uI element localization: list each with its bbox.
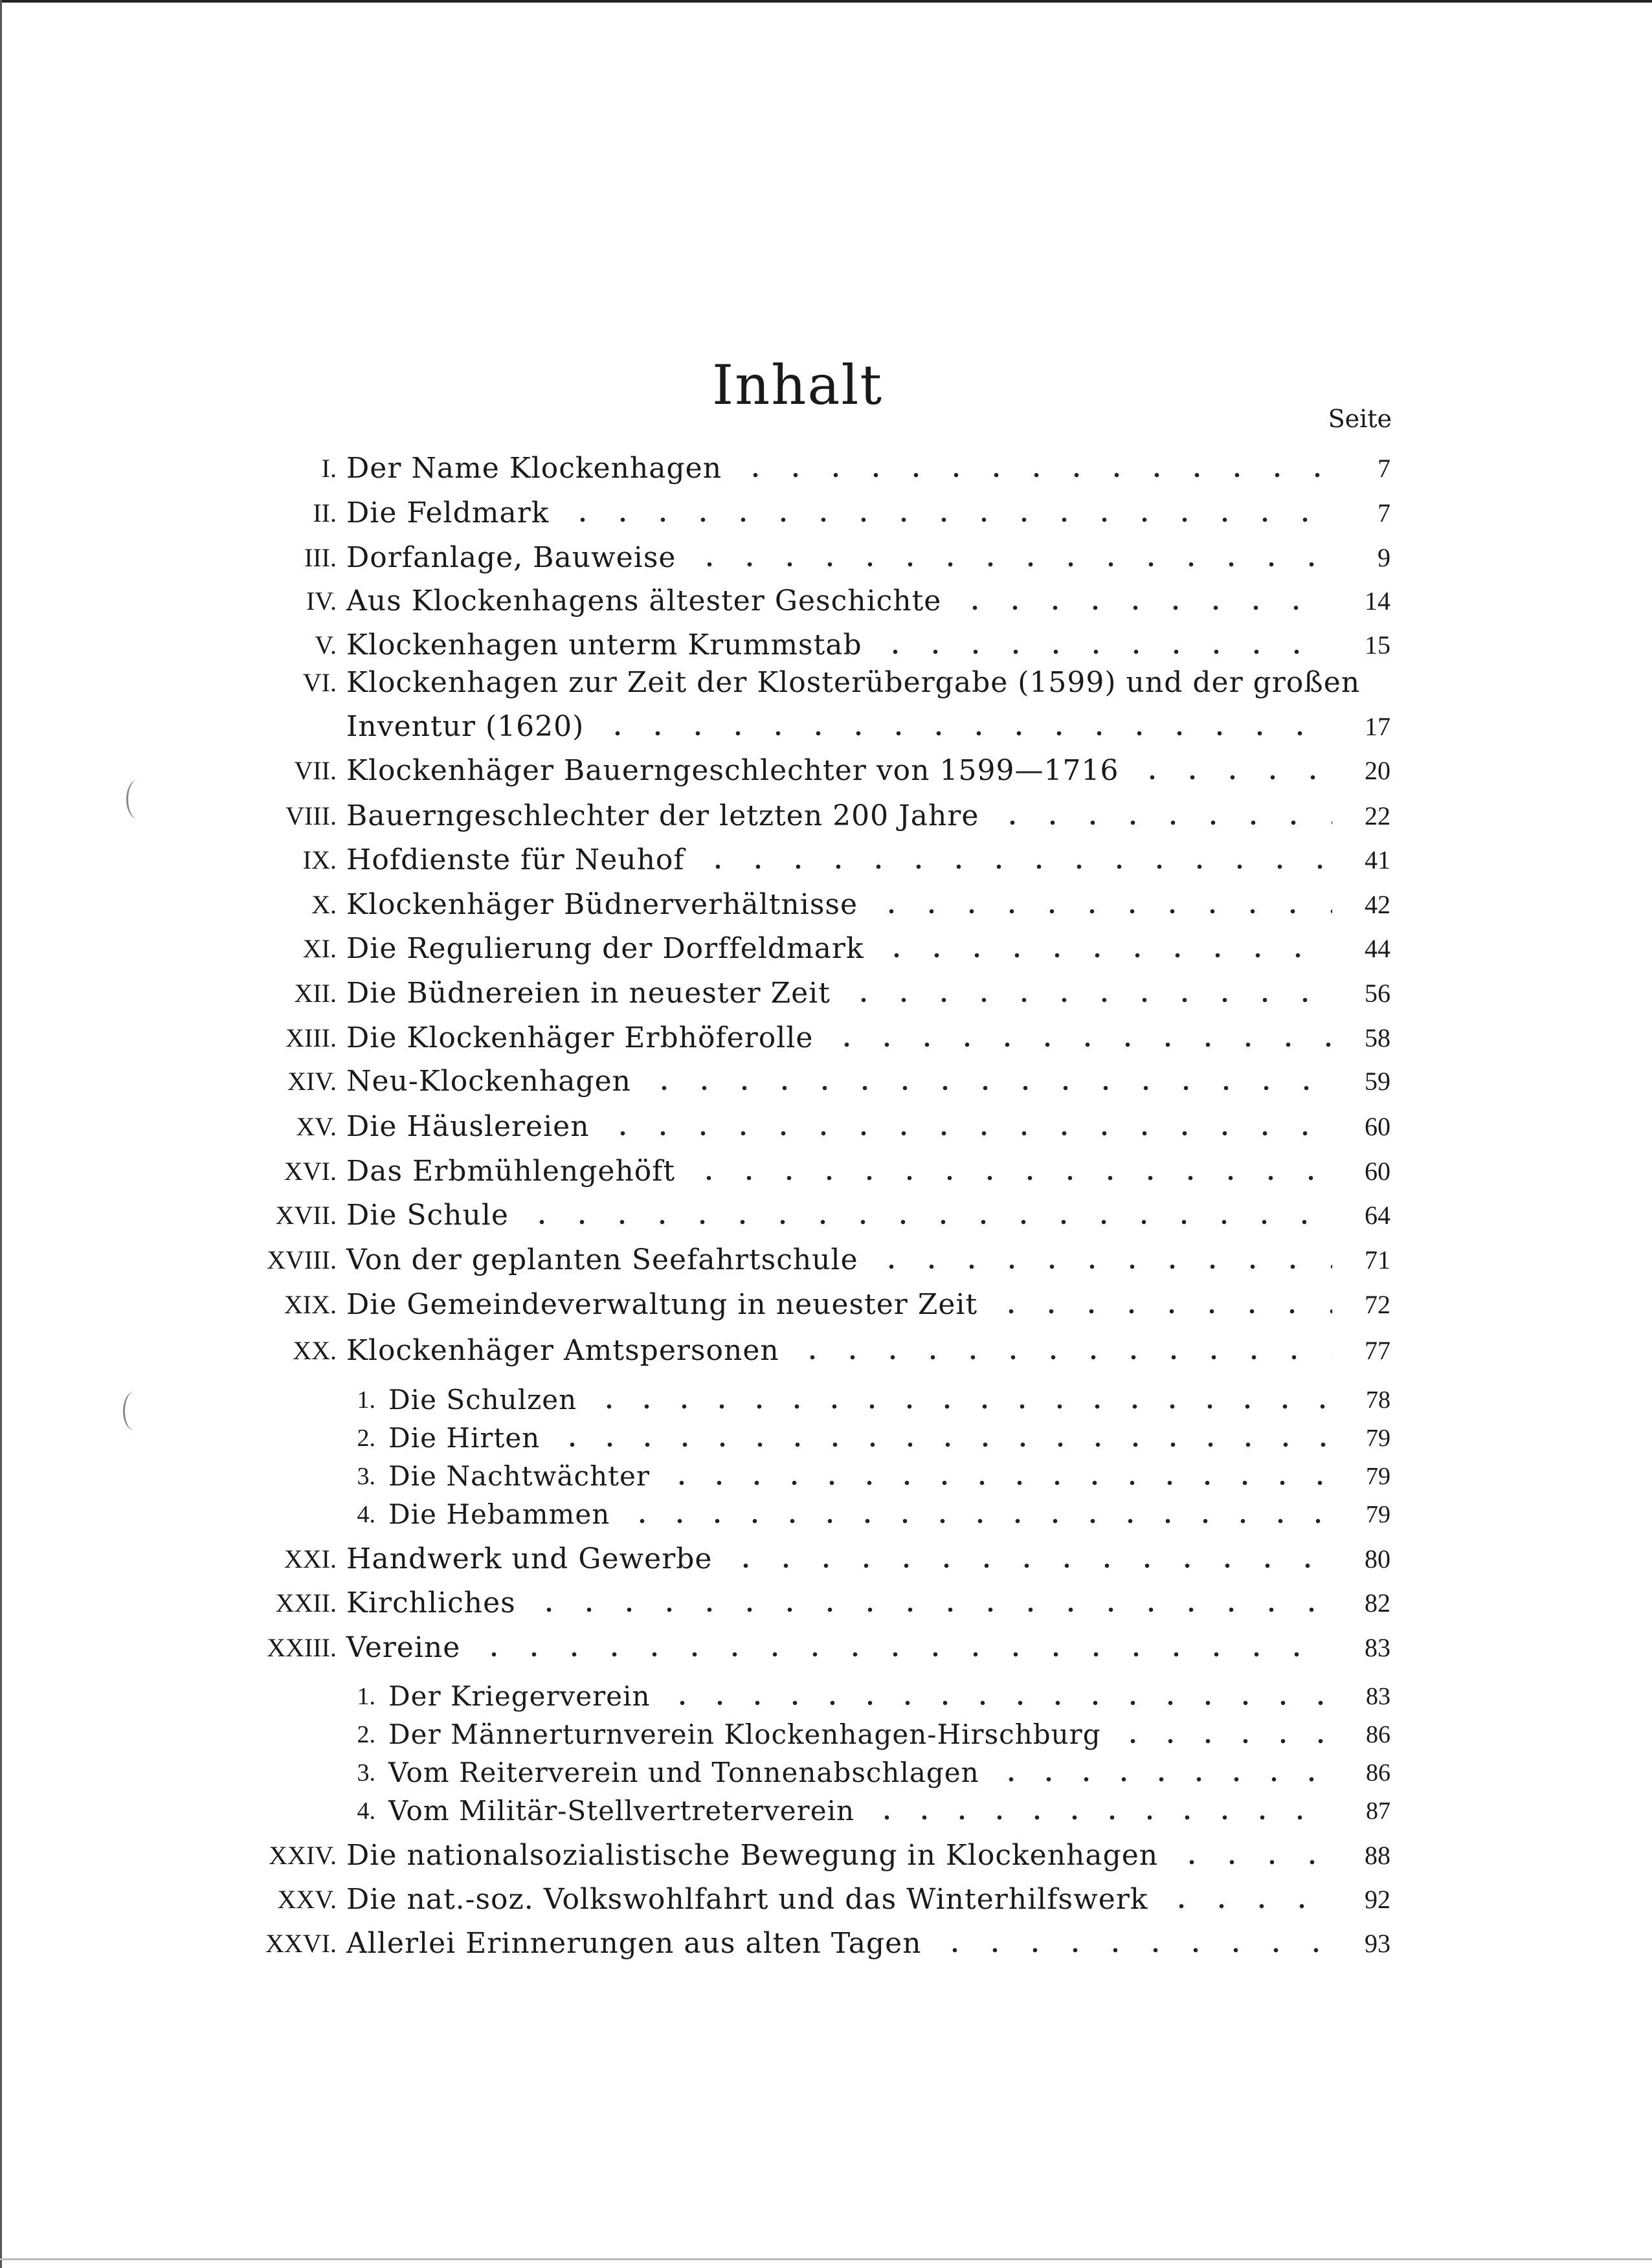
- toc-page-number: 93: [1365, 1929, 1390, 1958]
- toc-entry-title-continued: Inventur (1620): [346, 710, 585, 743]
- toc-entry: [0, 1837, 1652, 1874]
- toc-entry-number: XV.: [296, 1112, 337, 1141]
- toc-entry-title: Die Feldmark: [346, 496, 550, 529]
- toc-entry-number: XXV.: [277, 1885, 337, 1914]
- toc-entry: [0, 627, 1652, 664]
- toc-entry-title: Von der geplanten Seefahrtschule: [346, 1243, 858, 1276]
- toc-page-number: 17: [1365, 712, 1390, 741]
- toc-page-number: 60: [1365, 1112, 1390, 1141]
- toc-entry-number: 2.: [357, 1425, 375, 1452]
- toc-page-number: 79: [1366, 1463, 1390, 1490]
- toc-page-number: 72: [1365, 1290, 1390, 1319]
- toc-entry-title: Der Name Klockenhagen: [346, 452, 722, 485]
- toc-page-number: 60: [1365, 1157, 1390, 1186]
- toc-entry: [0, 797, 1652, 835]
- toc-entry: [0, 975, 1652, 1012]
- page-column-header: Seite: [1328, 405, 1392, 433]
- dot-leader: [955, 605, 1332, 611]
- toc-page-number: 42: [1365, 890, 1390, 919]
- toc-entry-number: XXII.: [275, 1588, 337, 1618]
- toc-entry-number: 4.: [357, 1797, 375, 1825]
- toc-entry-number: 1.: [357, 1386, 375, 1414]
- toc-entry-title: Die Nachtwächter: [388, 1460, 650, 1492]
- toc-entry-number: XXI.: [284, 1544, 337, 1573]
- toc-entry-title: Hofdienste für Neuhof: [346, 843, 685, 876]
- toc-subentry: [0, 1716, 1652, 1753]
- toc-page-number: 83: [1365, 1633, 1390, 1662]
- toc-entry-number: XVIII.: [267, 1245, 337, 1274]
- toc-entry: [0, 664, 1652, 747]
- dot-leader: [875, 649, 1332, 655]
- toc-entry-title: Klockenhäger Büdnerverhältnisse: [346, 888, 858, 921]
- toc-entry: [0, 450, 1652, 487]
- toc-entry-number: XXIV.: [269, 1841, 337, 1870]
- toc-entry-title: Der Männerturnverein Klockenhagen-Hirschburg: [388, 1718, 1101, 1750]
- toc-page-number: 56: [1365, 979, 1390, 1008]
- toc-entry: [0, 1063, 1652, 1100]
- dot-leader: [597, 730, 1332, 737]
- dot-leader: [843, 997, 1332, 1003]
- toc-entry-title: Die Klockenhäger Erbhöferolle: [346, 1021, 814, 1054]
- dot-leader: [871, 908, 1332, 915]
- dot-leader: [623, 1518, 1332, 1524]
- toc-entry-number: III.: [304, 543, 337, 572]
- dot-leader: [663, 1480, 1332, 1486]
- toc-entry: [0, 1925, 1652, 1962]
- dot-leader: [603, 1130, 1332, 1137]
- toc-entry: [0, 1881, 1652, 1918]
- toc-entry-number: XII.: [294, 979, 337, 1008]
- dot-leader: [827, 1041, 1332, 1048]
- toc-entry: [0, 1286, 1652, 1324]
- toc-entry-number: I.: [321, 454, 337, 483]
- toc-page-number: 7: [1378, 498, 1390, 528]
- dot-leader: [992, 819, 1332, 826]
- toc-entry: [0, 841, 1652, 879]
- dot-leader: [689, 1175, 1332, 1181]
- toc-page-number: 20: [1365, 756, 1390, 785]
- toc-entry-number: IX.: [302, 845, 337, 874]
- toc-entry-title: Klockenhäger Bauerngeschlechter von 1599—1716: [346, 754, 1119, 787]
- toc-entry-title: Die Hirten: [388, 1422, 541, 1454]
- toc-page-number: 87: [1366, 1797, 1390, 1825]
- toc-entry-number: IV.: [306, 586, 337, 616]
- toc-entry: [0, 1241, 1652, 1279]
- toc-entry-title: Aus Klockenhagens ältester Geschichte: [346, 584, 942, 617]
- toc-entry-title: Die Regulierung der Dorffeldmark: [346, 932, 864, 965]
- toc-entry-title: Die Hebammen: [388, 1498, 610, 1530]
- toc-page-number: 80: [1365, 1544, 1390, 1573]
- toc-page-number: 82: [1365, 1588, 1390, 1618]
- toc-page-number: 22: [1365, 801, 1390, 830]
- toc-entry-number: VII.: [294, 756, 337, 785]
- toc-entry-title: Die Büdnereien in neuester Zeit: [346, 977, 831, 1010]
- dot-leader: [1132, 774, 1332, 781]
- toc-entry: [0, 886, 1652, 924]
- toc-subentry: [0, 1792, 1652, 1830]
- toc-page-number: 14: [1365, 586, 1390, 616]
- dot-leader: [553, 1441, 1332, 1448]
- toc-entry-title: Der Kriegerverein: [388, 1680, 651, 1712]
- dot-leader: [726, 1562, 1332, 1569]
- toc-page-number: 79: [1366, 1501, 1390, 1528]
- toc-entry-number: 4.: [357, 1501, 375, 1528]
- toc-entry-number: 3.: [357, 1463, 375, 1490]
- toc-entry-number: XIII.: [285, 1023, 337, 1052]
- toc-page-number: 83: [1366, 1683, 1390, 1710]
- dot-leader: [792, 1354, 1332, 1361]
- toc-entry-number: XVII.: [275, 1201, 337, 1230]
- toc-page-number: 71: [1365, 1245, 1390, 1274]
- dot-leader: [590, 1403, 1332, 1410]
- dot-leader: [474, 1651, 1332, 1658]
- dot-leader: [689, 561, 1332, 568]
- toc-entry-title: Vom Reiterverein und Tonnenabschlagen: [388, 1757, 979, 1788]
- toc-page-number: 86: [1366, 1721, 1390, 1748]
- dot-leader: [868, 1814, 1332, 1821]
- toc-subentry: [0, 1678, 1652, 1715]
- toc-entry-title: Klockenhagen unterm Krummstab: [346, 628, 862, 662]
- toc-page-number: 88: [1365, 1841, 1390, 1870]
- toc-page-number: 59: [1365, 1067, 1390, 1096]
- toc-entry: [0, 1332, 1652, 1370]
- toc-subentry: [0, 1754, 1652, 1792]
- toc-entry-title: Die nat.-soz. Volkswohlfahrt und das Winterhilfswerk: [346, 1883, 1148, 1916]
- toc-entry-title: Neu-Klockenhagen: [346, 1065, 631, 1098]
- toc-entry-number: 2.: [357, 1721, 375, 1748]
- toc-entry-title: Klockenhagen zur Zeit der Klosterübergabe (1599) und der großen: [346, 666, 1361, 699]
- dot-leader: [871, 1263, 1332, 1270]
- toc-entry-title: Bauerngeschlechter der letzten 200 Jahre: [346, 799, 979, 832]
- toc-entry: [0, 495, 1652, 532]
- toc-entry-number: XX.: [293, 1336, 337, 1365]
- toc-entry: [0, 1629, 1652, 1667]
- toc-entry-title: Das Erbmühlengehöft: [346, 1155, 676, 1188]
- toc-entry-number: VIII.: [285, 801, 337, 830]
- toc-page-number: 7: [1378, 454, 1390, 483]
- toc-entry-number: XVI.: [284, 1157, 337, 1186]
- dot-leader: [991, 1308, 1332, 1315]
- dot-leader: [698, 863, 1332, 870]
- toc-page-number: 41: [1365, 845, 1390, 874]
- toc-entry-number: V.: [315, 630, 337, 660]
- toc-page-number: 78: [1366, 1386, 1390, 1414]
- toc-entry-title: Die Schule: [346, 1199, 509, 1232]
- toc-entry-title: Vereine: [346, 1631, 461, 1664]
- dot-leader: [522, 1219, 1332, 1225]
- toc-entry-title: Klockenhäger Amtspersonen: [346, 1334, 779, 1367]
- toc-entry-title: Handwerk und Gewerbe: [346, 1542, 713, 1575]
- dot-leader: [992, 1776, 1332, 1783]
- toc-entry-number: XI.: [302, 934, 337, 963]
- toc-page-number: 92: [1365, 1885, 1390, 1914]
- toc-entry-number: X.: [311, 890, 337, 919]
- toc-entry-title: Die Gemeindeverwaltung in neuester Zeit: [346, 1288, 978, 1321]
- toc-page-number: 77: [1365, 1336, 1390, 1365]
- toc-page-number: 86: [1366, 1759, 1390, 1786]
- page-title: Inhalt: [712, 353, 884, 417]
- dot-leader: [563, 517, 1332, 523]
- dot-leader: [935, 1947, 1332, 1953]
- dot-leader: [529, 1606, 1332, 1613]
- toc-subentry: [0, 1458, 1652, 1495]
- toc-entry-number: XXIII.: [267, 1633, 337, 1662]
- dot-leader: [644, 1085, 1332, 1091]
- toc-page-number: 15: [1365, 630, 1390, 660]
- toc-entry-number: II.: [313, 498, 337, 528]
- toc-entry-title: Die Schulzen: [388, 1384, 577, 1416]
- toc-subentry: [0, 1496, 1652, 1533]
- toc-entry-number: XIV.: [287, 1067, 337, 1096]
- toc-entry-number: XXVI.: [265, 1929, 337, 1958]
- dot-leader: [876, 952, 1332, 959]
- toc-entry: [0, 1019, 1652, 1057]
- toc-page-number: 64: [1365, 1201, 1390, 1230]
- toc-page-number: 79: [1366, 1425, 1390, 1452]
- toc-entry: [0, 1540, 1652, 1578]
- toc-entry: [0, 1197, 1652, 1234]
- toc-entry: [0, 1584, 1652, 1622]
- toc-entry-number: 1.: [357, 1683, 375, 1710]
- dot-leader: [1114, 1738, 1332, 1744]
- toc-subentry: [0, 1381, 1652, 1419]
- toc-entry: [0, 752, 1652, 790]
- toc-entry-number: XIX.: [284, 1290, 337, 1319]
- toc-subentry: [0, 1419, 1652, 1457]
- toc-page-number: 44: [1365, 934, 1390, 963]
- dot-leader: [735, 472, 1332, 478]
- toc-entry-title: Allerlei Erinnerungen aus alten Tagen: [346, 1927, 922, 1960]
- toc-entry-title: Dorfanlage, Bauweise: [346, 541, 676, 574]
- toc-entry: [0, 539, 1652, 577]
- dot-leader: [664, 1700, 1332, 1706]
- toc-entry-title: Die Häuslereien: [346, 1110, 590, 1143]
- toc-page-number: 9: [1378, 543, 1390, 572]
- toc-entry: [0, 1153, 1652, 1190]
- toc-entry-title: Kirchliches: [346, 1586, 516, 1619]
- toc-entry: [0, 583, 1652, 620]
- toc-entry-number: VI.: [302, 668, 337, 697]
- toc-entry-number: 3.: [357, 1759, 375, 1786]
- toc-entry: [0, 930, 1652, 968]
- toc-entry: [0, 1108, 1652, 1146]
- toc-entry-title: Die nationalsozialistische Bewegung in Klockenhagen: [346, 1839, 1159, 1872]
- toc-page-number: 58: [1365, 1023, 1390, 1052]
- toc-entry-title: Vom Militär-Stellvertreterverein: [388, 1795, 855, 1827]
